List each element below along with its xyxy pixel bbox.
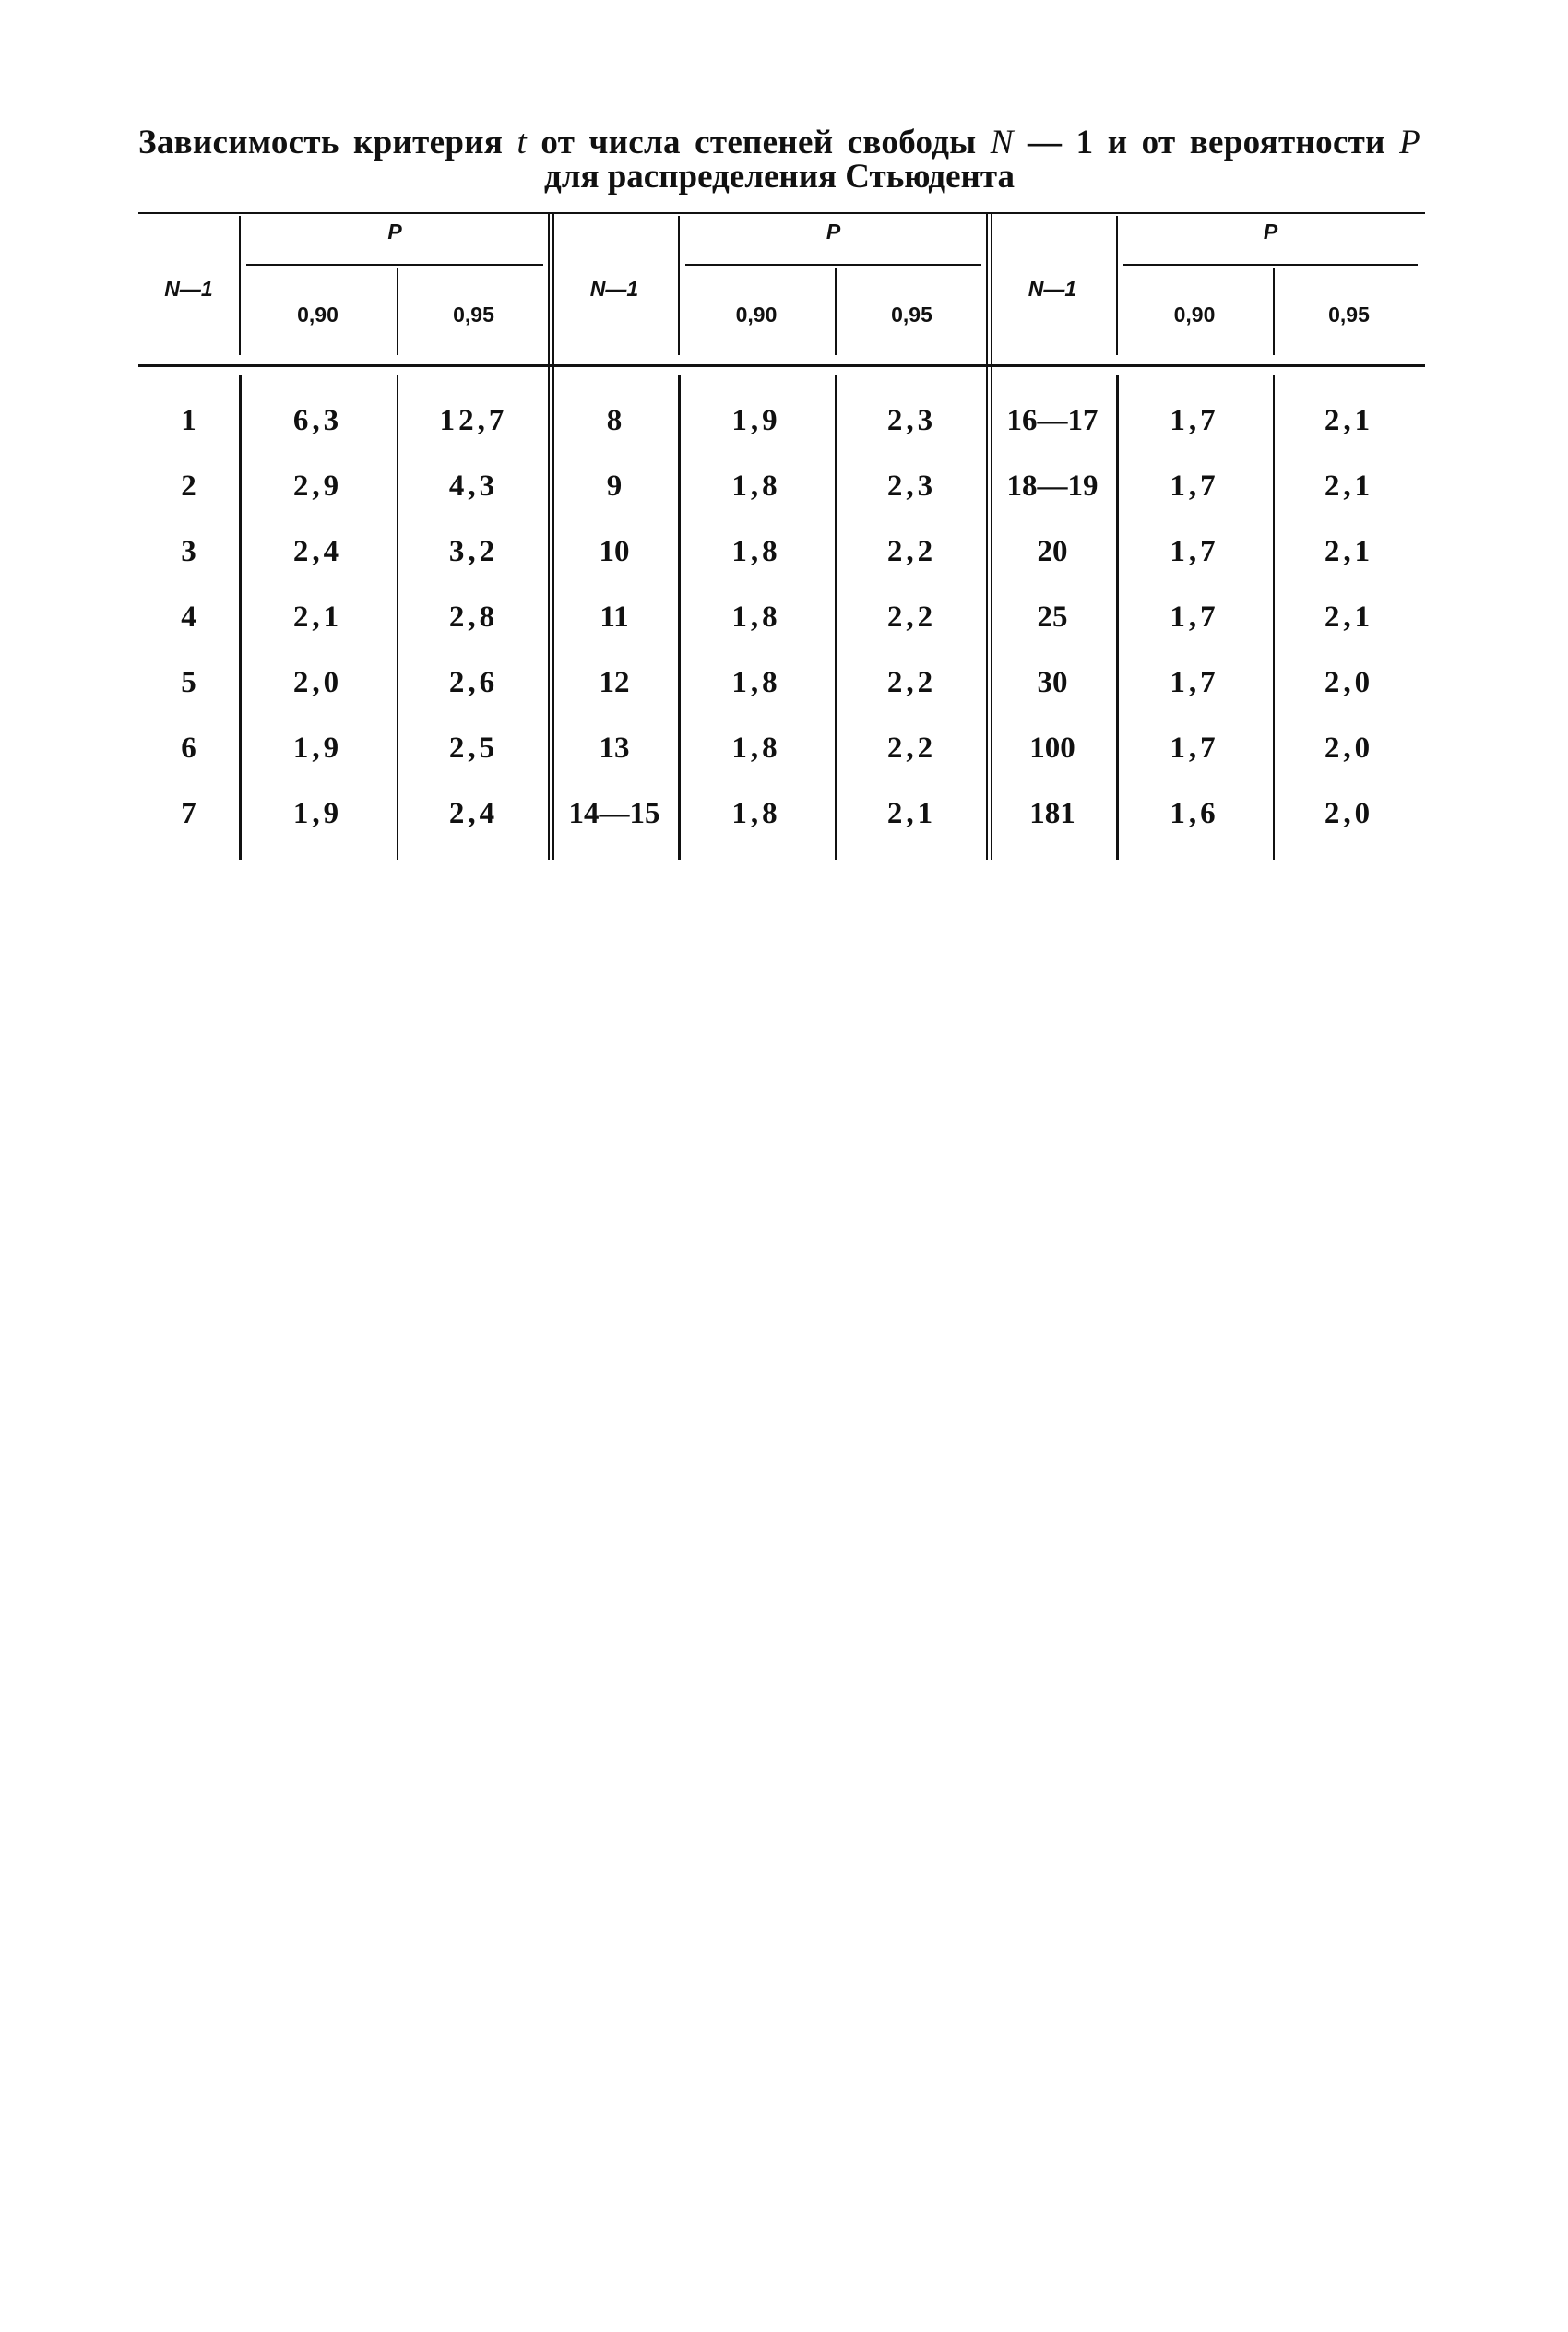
t-value-090-cell: 1,7 [1170,535,1219,568]
probability-095-header: 0,95 [1328,303,1370,327]
degrees-of-freedom-cell: 3 [181,535,196,568]
table-top-rule [138,212,1425,214]
t-value-090-cell: 1,7 [1170,666,1219,699]
t-value-090-cell: 1,7 [1170,732,1219,765]
t-value-090-cell: 1,9 [292,732,343,765]
probability-095-header: 0,95 [891,303,932,327]
t-value-090-cell: 1,8 [731,666,781,699]
degrees-of-freedom-cell: 25 [1037,601,1068,634]
probability-090-header: 0,90 [1173,303,1216,327]
p-subheader-rule [685,264,981,266]
t-value-095-cell: 12,7 [439,404,508,437]
t-value-095-cell: 2,2 [886,666,937,699]
degrees-of-freedom-cell: 8 [606,404,623,437]
t-value-095-cell: 2,3 [886,404,937,437]
t-value-090-cell: 1,7 [1170,404,1219,437]
degrees-of-freedom-cell: 2 [181,470,196,503]
degrees-of-freedom-cell: 181 [1029,797,1075,830]
t-value-090-cell: 1,7 [1170,601,1219,634]
t-value-095-cell: 2,1 [1324,470,1374,503]
t-value-095-cell: 3,2 [448,535,499,568]
title-text-middle: от числа степеней свободы [527,124,991,161]
t-value-095-cell: 2,0 [1324,666,1374,699]
t-value-095-cell: 2,1 [1324,404,1374,437]
t-value-090-cell: 2,0 [292,666,343,699]
degrees-of-freedom-cell: 13 [599,732,630,765]
t-value-090-cell: 1,8 [731,470,781,503]
degrees-of-freedom-cell: 9 [606,470,623,503]
t-value-090-cell: 1,9 [292,797,343,830]
t-value-095-cell: 2,0 [1324,732,1374,765]
title-line-1 [138,125,1420,160]
t-value-095-cell: 2,1 [1324,601,1374,634]
t-value-090-cell: 1,8 [731,797,781,830]
degrees-of-freedom-cell: 11 [600,601,629,634]
p-header: P [1263,220,1278,244]
t-value-095-cell: 2,2 [886,601,937,634]
t-value-095-cell: 2,8 [448,601,499,634]
title-n-symbol: N [990,124,1014,161]
n-minus-1-header: N—1 [164,277,213,301]
t-value-095-cell: 2,5 [448,732,499,765]
title-text-start: Зависимость критерия [138,124,517,161]
t-value-095-cell: 4,3 [448,470,499,503]
t-value-095-cell: 2,3 [886,470,937,503]
t-value-095-cell: 2,1 [1324,535,1374,568]
title-line-2: для распределения Стьюдента [543,158,1015,196]
n-minus-1-header: N—1 [589,277,639,301]
p-header: P [826,220,841,244]
degrees-of-freedom-cell: 6 [181,732,196,765]
p-subheader-rule [246,264,543,266]
degrees-of-freedom-cell: 20 [1037,535,1068,568]
t-value-090-cell: 2,4 [292,535,343,568]
t-value-095-cell: 2,2 [886,535,937,568]
degrees-of-freedom-cell: 1 [181,404,196,437]
degrees-of-freedom-cell: 5 [181,666,196,699]
title-t-symbol: t [517,124,528,161]
degrees-of-freedom-cell: 4 [181,601,196,634]
t-value-090-cell: 1,6 [1170,797,1219,830]
t-value-090-cell: 2,1 [292,601,343,634]
t-value-095-cell: 2,6 [448,666,499,699]
probability-090-header: 0,90 [297,303,339,327]
degrees-of-freedom-cell: 14—15 [568,797,660,830]
t-value-090-cell: 1,8 [731,601,781,634]
t-value-090-cell: 1,7 [1170,470,1219,503]
t-value-090-cell: 1,8 [731,732,781,765]
degrees-of-freedom-cell: 7 [181,797,196,830]
degrees-of-freedom-cell: 12 [599,666,630,699]
degrees-of-freedom-cell: 30 [1037,666,1068,699]
probability-090-header: 0,90 [735,303,778,327]
t-value-090-cell: 1,8 [731,535,781,568]
probability-095-header: 0,95 [453,303,494,327]
t-value-090-cell: 6,3 [292,404,343,437]
title-text-end: — 1 и от вероятности [1013,124,1400,161]
degrees-of-freedom-cell: 100 [1029,732,1075,765]
title-p-symbol: P [1399,124,1420,161]
t-value-095-cell: 2,1 [886,797,937,830]
degrees-of-freedom-cell: 16—17 [1006,404,1099,437]
p-header: P [387,220,402,244]
t-value-095-cell: 2,2 [886,732,937,765]
t-value-095-cell: 2,4 [448,797,499,830]
table-title [138,125,1420,194]
header-bottom-rule [138,364,1425,367]
n-minus-1-header: N—1 [1028,277,1077,301]
p-subheader-rule [1123,264,1418,266]
t-value-090-cell: 2,9 [292,470,343,503]
degrees-of-freedom-cell: 18—19 [1006,470,1099,503]
degrees-of-freedom-cell: 10 [599,535,630,568]
t-value-095-cell: 2,0 [1324,797,1374,830]
t-value-090-cell: 1,9 [731,404,781,437]
